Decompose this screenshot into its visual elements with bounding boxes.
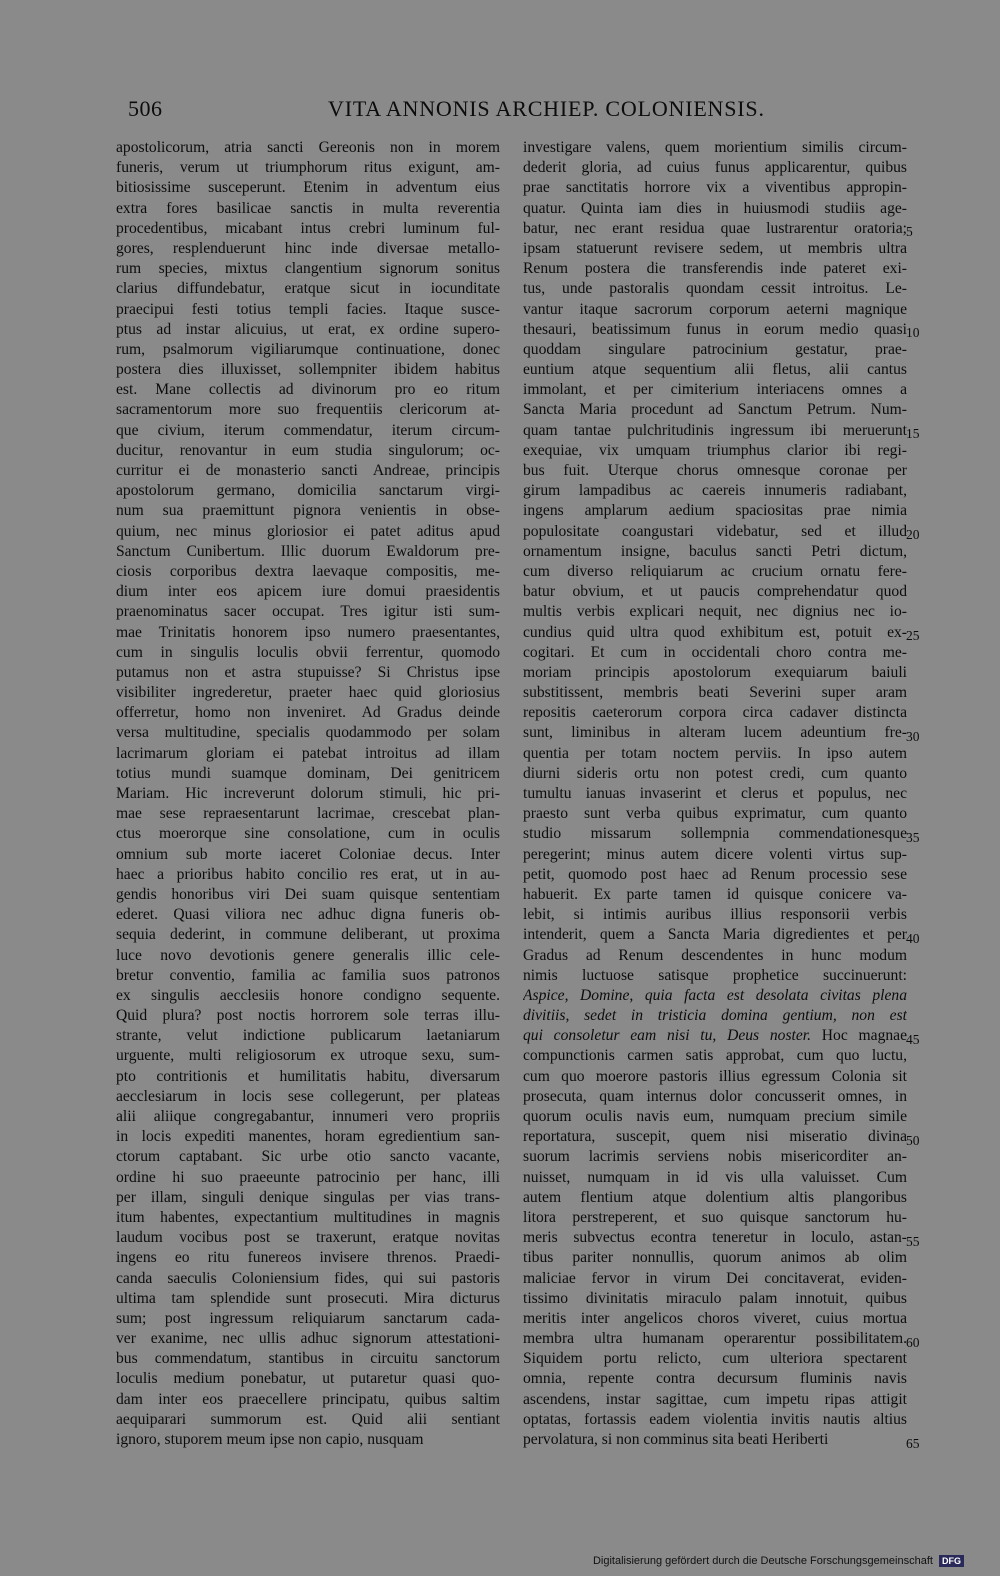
text-line: cum diverso reliquiarum ac crucium ornatu fere- <box>523 562 907 580</box>
line-number: 35 <box>906 829 920 845</box>
text-line: cogitari. Et cum in occidentali choro contra me- <box>523 643 907 661</box>
text-line: immolant, et per cimiterium interiacens omnes a <box>523 381 907 399</box>
text-line: divitiis, sedet in tristicia domina gentium, non est <box>523 1007 907 1025</box>
text-line: cum quo moerore pastoris illius egressum Colonia sit <box>523 1067 907 1085</box>
text-line: Gradus ad Renum descendentes in hunc modum <box>523 946 907 964</box>
text-line: quorum oculis navis eum, numquam precium simile <box>523 1108 907 1125</box>
text-line: pto contritionis et humilitatis habitu, diversarum <box>116 1067 500 1085</box>
text-line: que civium, iterum commendatur, iterum circum- <box>116 421 500 439</box>
text-line: diurni sideris ortu non potest credi, cum quanto <box>523 764 907 782</box>
text-line: mae Trinitatis honorem ipso numero praesentantes, <box>116 623 500 641</box>
text-line: dederit gloria, ad cuius funus applicarentur, quibus <box>523 159 907 177</box>
text-line: bus commendatum, stantibus in circuitu sanctorum <box>116 1350 500 1368</box>
text-line: euntium atque sequentium alii fletus, alii cantus <box>523 361 907 379</box>
text-line: omnia, repente contra decursum fluminis navis <box>523 1370 907 1388</box>
text-line: tumultu ianuas invaserint et clerus et populus, nec <box>523 785 907 802</box>
text-line: compunctionis carmen satis approbat, cum quo luctu, <box>523 1047 907 1065</box>
text-line: cundius quid ultra quod exhibitum est, potuit ex- <box>523 623 907 641</box>
text-line: praesto sunt verba quibus exprimatur, cum quanto <box>523 805 907 823</box>
text-line: omnium sub morte iaceret Coloniae decus. Inter <box>116 845 500 863</box>
text-line: tus, unde pastoralis quondam cessit introitus. Le- <box>523 280 907 298</box>
text-line: quatur. Quinta iam dies in huiusmodi studiis age- <box>523 199 907 217</box>
text-line: ctus moerorque sine consolatione, cum in oculis <box>116 825 500 843</box>
text-line: clarius diffundebatur, eratque sicut in iocunditate <box>116 280 500 298</box>
footer-credit-text: Digitalisierung gefördert durch die Deutsche Forschungsgemeinschaft <box>592 1555 933 1567</box>
text-line: quam tantae pulchritudinis ingressum ibi meruerunt <box>523 421 907 439</box>
text-line: girum lampadibus ac caereis innumeris radiabant, <box>523 482 907 500</box>
text-line: ingens amplarum aedium spaciositas prae nimia <box>523 502 907 520</box>
line-number: 10 <box>906 324 920 340</box>
text-line: praecipui festi totius templi facies. Itaque susce- <box>116 300 500 318</box>
text-line: populositate coangustari videbatur, sed et illud <box>523 522 907 540</box>
text-line: apostolorum germano, domicilia sanctarum virgi- <box>116 482 500 500</box>
text-line: visibiliter ingrederetur, praeter haec quid gloriosius <box>116 684 500 702</box>
text-line: litora perstreperent, et suo quisque sanctorum hu- <box>523 1208 907 1226</box>
line-number: 40 <box>906 930 920 946</box>
text-line: pervolatura, si non comminus sita beati Heriberti <box>523 1431 829 1448</box>
line-number: 15 <box>906 425 920 441</box>
text-line: postera dies illuxisset, sollempniter ibidem habitus <box>116 361 500 379</box>
text-line: ignoro, stuporem meum ipse non capio, nusquam <box>116 1431 424 1448</box>
text-line: funeris, verum ut triumphorum ritus exigunt, am- <box>116 159 500 177</box>
line-number: 5 <box>906 223 913 239</box>
text-line: Sanctum Cunibertum. Illic duorum Ewaldorum pre- <box>116 542 500 560</box>
text-line: maliciae fervor in virum Dei concitaverat, eviden- <box>523 1269 907 1287</box>
text-line: Siquidem portu relicto, cum ulteriora spectarent <box>523 1350 907 1368</box>
text-line: dium inter eos apicem iure domui praesidentis <box>116 583 500 601</box>
text-line: batur obvium, et ut paucis comprehendatur quod <box>523 583 907 601</box>
text-line: alii aliique congregabantur, innumeri vero propriis <box>116 1108 500 1125</box>
text-line: est. Mane collectis ad divinorum pro eo ritum <box>116 381 500 399</box>
text-line: sunt, liminibus in alteram lucem adeuntium fre- <box>523 724 907 742</box>
text-line: ctorum captabant. Sic urbe otio sancto vacante, <box>116 1148 500 1166</box>
line-number: 25 <box>906 627 920 643</box>
text-column-right <box>523 138 907 1450</box>
text-line: quoddam singulare patrocinium gestatur, prae- <box>523 340 907 358</box>
text-line: bus fuit. Uterque chorus omnesque coronae per <box>523 462 907 479</box>
text-line: sequia dederint, in commune deliberant, ut proxima <box>116 926 500 944</box>
text-line: lebit, si intimis auribus illius responsorii verbis <box>523 906 907 924</box>
text-line: praenominatus sacer occupat. Tres igitur isti sum- <box>116 603 500 621</box>
text-line: luce novo devotionis genere generalis illic cele- <box>116 946 500 964</box>
text-line: meris subvectus econtra teneretur in loculo, astan- <box>523 1229 907 1247</box>
text-line: rum species, mixtus clangentium signorum sonitus <box>116 260 500 278</box>
text-line: procedentibus, micabant intus crebri luminum ful- <box>116 219 500 237</box>
running-title: VITA ANNONIS ARCHIEP. COLONIENSIS. <box>328 96 765 121</box>
text-line: multis verbis explicari nequit, nec dignius nec io- <box>523 603 907 621</box>
text-line: putamus non et astra stupuisse? Si Christus ipse <box>116 663 500 681</box>
text-line: tibus pariter nonnullis, quorum animos ab olim <box>523 1249 907 1267</box>
text-line: exequiae, vix umquam triumphus clarior ibi regi- <box>523 441 907 459</box>
text-line: gendis honoribus viri Dei suam quisque sententiam <box>116 885 500 903</box>
text-line: ciosis corporibus dextra laevaque compositis, me- <box>116 562 500 580</box>
line-number: 65 <box>906 1435 920 1451</box>
text-line: haec a prioribus habito concilio res erat, ut in au- <box>116 865 500 883</box>
text-line: cum in singulis loculis obvii ferrentur, quomodo <box>116 643 500 661</box>
text-line: laudum vocibus post se traxerunt, eratque novitas <box>116 1229 500 1247</box>
text-line: mae sese repraesentarunt lacrimae, crescebat plan- <box>116 805 500 823</box>
text-line: suorum lacrimis serviens nobis misericorditer an- <box>523 1148 907 1166</box>
text-line: reportatura, suscepit, quem nisi miseratio divina <box>523 1128 907 1146</box>
text-line: membra ultra humanam operarentur possibilitatem. <box>523 1330 907 1348</box>
text-line: autem flentium atque dolentium altis plangoribus <box>523 1188 907 1206</box>
text-line: ptus ad instar alicuius, ut erat, ex ordine supero- <box>116 320 500 338</box>
text-line: per illam, singuli denique singulas per vias trans- <box>116 1188 500 1206</box>
text-line: prosecuta, quam internus dolor concusserit omnes, in <box>523 1087 907 1105</box>
text-column-left <box>116 138 500 1450</box>
text-line: nuisset, numquam in id vis ulla valuisset. Cum <box>523 1168 907 1186</box>
text-line: quentia per totam noctem perviis. In ipso autem <box>523 744 907 762</box>
text-line: intenderit, quem a Sancta Maria digredientes et per <box>523 926 907 944</box>
text-line: substitissent, membris beati Severini super aram <box>523 684 907 702</box>
text-line: ducitur, renovantur in eum studia singulorum; oc- <box>116 441 500 459</box>
text-line: ultima tam splendide sunt prosecuti. Mira dicturus <box>116 1289 500 1307</box>
footer-credit <box>593 1555 964 1567</box>
text-line: bitiosissime susceperunt. Etenim in adventum eius <box>116 179 500 197</box>
text-line: ascendens, instar sagittae, cum impetu ripas attigit <box>523 1390 907 1408</box>
text-line: repositis caeterorum corpora circa cadaver distincta <box>523 704 907 722</box>
text-line: qui consoletur eam nisi tu, Deus noster. Hoc magnae <box>523 1027 907 1045</box>
text-line: lacrimarum gloriam ei patebat introitus ad illam <box>116 744 500 762</box>
text-line: ederet. Quasi viliora nec adhuc digna funeris ob- <box>116 906 500 924</box>
text-line: curritur ei de monasterio sancti Andreae, principis <box>116 462 500 479</box>
text-line: moriam principis apostolorum exequiarum baiuli <box>523 663 907 681</box>
text-line: dam inter eos praecellere principatu, quibus saltim <box>116 1390 500 1408</box>
text-line: ver exanime, nec ullis adhuc signorum attestationi- <box>116 1330 500 1348</box>
text-line: batur, nec erant residua quae lustrarentur oratoria; <box>523 219 907 237</box>
text-line: prae sanctitatis horrore vix a viventibus appropin- <box>523 179 907 197</box>
text-line: canda saeculis Coloniensium fides, qui sui pastoris <box>116 1269 500 1287</box>
line-number: 60 <box>906 1334 920 1350</box>
text-line: quium, nec minus gloriosior ei patet aditus apud <box>116 522 500 540</box>
text-line: gores, resplenduerunt hinc inde diversae metallo- <box>116 239 500 257</box>
line-number: 45 <box>906 1031 920 1047</box>
text-line: nimis luctuose satisque prophetice succinuerunt: <box>523 966 907 984</box>
text-line: aecclesiarum in locis sese collegerunt, per plateas <box>116 1087 500 1105</box>
text-line: investigare valens, quem morientium similis circum- <box>523 139 907 156</box>
text-line: urguente, multi religiosorum ex utroque sexu, sum- <box>116 1047 500 1065</box>
text-line: tissimo divinitatis miraculo palam innotuit, quibus <box>523 1289 907 1307</box>
text-line: vantur itaque sacrorum corporum aeterni magnique <box>523 300 907 318</box>
line-number: 20 <box>906 526 920 542</box>
line-number: 50 <box>906 1132 920 1148</box>
text-line: offerretur, homo non inveniret. Ad Gradus deinde <box>116 704 500 722</box>
text-line: sum; post ingressum reliquiarum sanctarum cada- <box>116 1309 500 1327</box>
text-line: totius mundi suamque dominam, Dei genitricem <box>116 764 500 782</box>
text-line: itum habentes, expectantium multitudines in magnis <box>116 1208 500 1226</box>
text-line: ornamentum insigne, baculus sancti Petri dictum, <box>523 542 907 560</box>
text-line: extra fores basilicae sanctis in multa reverentia <box>116 199 500 217</box>
dfg-logo: DFG <box>939 1555 964 1567</box>
text-line: sacramentorum more suo frequentiis clericorum at- <box>116 401 500 419</box>
text-line: petit, quomodo post haec ad Renum processio sese <box>523 865 907 883</box>
text-line: versa multitudine, specialis quodammodo per solam <box>116 724 500 742</box>
text-line: apostolicorum, atria sancti Gereonis non in morem <box>116 139 500 156</box>
text-line: Renum postera die transferendis inde pateret exi- <box>523 260 907 278</box>
text-line: Mariam. Hic increverunt dolorum stimuli, hic pri- <box>116 785 500 802</box>
text-line: ingens eo ritu funereos invisere threnos. Praedi- <box>116 1249 500 1267</box>
text-line: Aspice, Domine, quia facta est desolata civitas plena <box>523 986 907 1004</box>
line-number: 55 <box>906 1233 920 1249</box>
text-line: ex singulis aecclesiis honore condigno sequente. <box>116 986 500 1004</box>
line-number: 30 <box>906 728 920 744</box>
text-line: Sancta Maria procedunt ad Sanctum Petrum. Num- <box>523 401 907 419</box>
text-line: bretur conventio, familia ac familia suos patronos <box>116 966 500 984</box>
text-line: strante, velut indictione publicarum laetaniarum <box>116 1027 500 1045</box>
page-number: 506 <box>128 96 163 121</box>
text-line: studio missarum sollempnia commendationesque <box>523 825 907 843</box>
text-line: meritis inter angelicos choros viveret, cuius mortua <box>523 1309 907 1327</box>
text-line: ordine hi suo praeeunte patrocinio per hanc, illi <box>116 1168 500 1186</box>
text-line: in locis expediti manentes, horam egredientium san- <box>116 1128 500 1146</box>
text-line: rum, psalmorum vigiliarumque continuatione, donec <box>116 340 500 358</box>
text-line: aequiparari summorum est. Quid alii sentiant <box>116 1410 500 1428</box>
text-line: peregerint; minus autem dicere volenti virtus sup- <box>523 845 907 863</box>
text-line: loculis medium ponebatur, ut putaretur quasi quo- <box>116 1370 500 1388</box>
text-line: ipsam statuerunt revisere sedem, ut membris ultra <box>523 239 907 257</box>
text-line: habuerit. Ex parte tamen id quisque conicere va- <box>523 885 907 903</box>
text-line: optatas, fortassis eadem violentia invitis nautis altius <box>523 1410 907 1428</box>
text-line: Quid plura? post noctis horrorem sole terras illu- <box>116 1007 500 1025</box>
text-line: thesauri, beatissimum funus in eorum medio quasi <box>523 320 907 338</box>
text-line: num sua praemittunt pignora venientis in obse- <box>116 502 500 520</box>
